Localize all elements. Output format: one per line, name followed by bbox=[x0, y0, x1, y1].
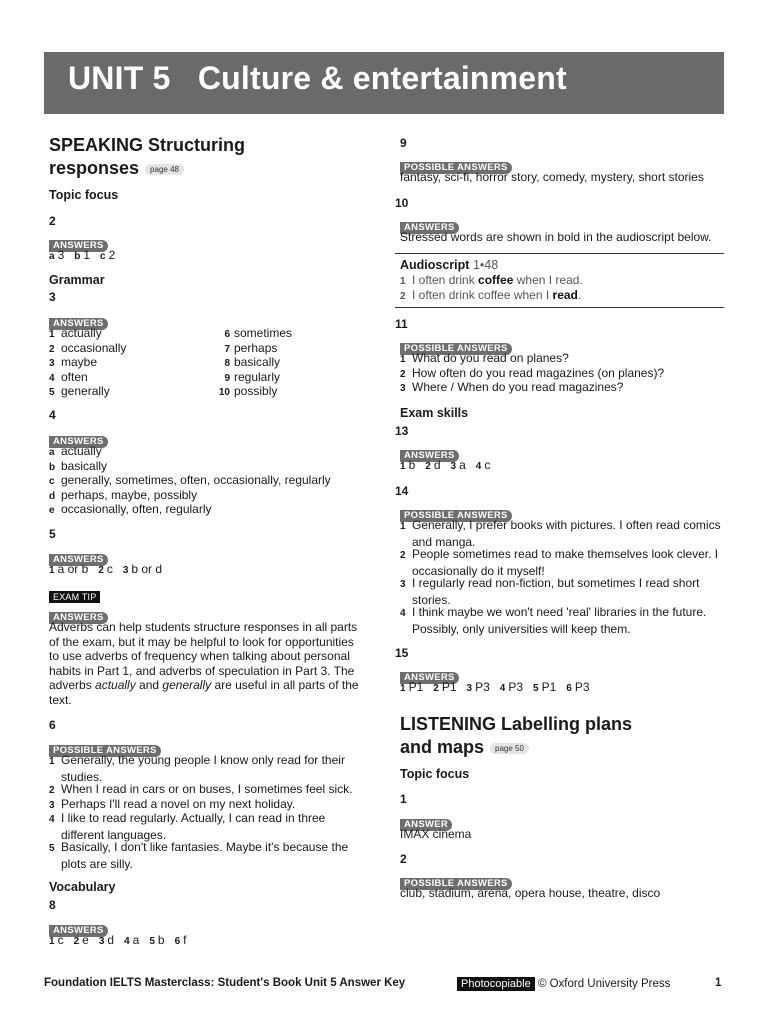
answer-row bbox=[400, 680, 600, 697]
page-number: 1 bbox=[715, 977, 722, 989]
answer-badge: ANSWER bbox=[400, 819, 452, 831]
list-item: 9 regularly bbox=[224, 369, 281, 384]
list-item: 5 generally bbox=[49, 384, 110, 398]
answers-badge: ANSWERS bbox=[49, 436, 108, 448]
answer-item: 4 P3 bbox=[499, 680, 523, 694]
list-item: 2 How often do you read magazines (on planes)? bbox=[400, 365, 665, 380]
question-number: 3 bbox=[49, 290, 56, 304]
question-number: 11 bbox=[395, 317, 408, 331]
question-number: 2 bbox=[400, 852, 407, 866]
answer-item: 3 d bbox=[98, 933, 115, 947]
list-item: 4 I think maybe we won't need 'real' libraries in the future. Possibly, only universities will keep them. bbox=[400, 605, 707, 636]
page-reference: page 48 bbox=[145, 164, 184, 175]
list-item: 3 maybe bbox=[49, 355, 98, 369]
list-item: 10 possibly bbox=[218, 384, 278, 398]
list-item: 2 occasionally bbox=[49, 340, 127, 355]
possible-answers-badge: POSSIBLE ANSWERS bbox=[49, 745, 161, 757]
answers-badge: ANSWERS bbox=[49, 612, 108, 624]
answer-item: 5 b bbox=[149, 933, 165, 947]
list-item: 4 I like to read regularly. Actually, I can read in three different languages. bbox=[49, 811, 326, 842]
answer-item: 5 P1 bbox=[533, 680, 557, 694]
answer-item: 1 P1 bbox=[400, 680, 424, 694]
list-item: 3 Where / When do you read magazines? bbox=[400, 380, 624, 394]
answer-item: 3 b or d bbox=[122, 562, 163, 576]
answer-item: 2 P1 bbox=[433, 680, 457, 694]
answers-badge: ANSWERS bbox=[49, 925, 108, 937]
answer-item: 2 d bbox=[425, 458, 441, 472]
answer-item: b 1 bbox=[74, 248, 91, 262]
answer-item: 1 c bbox=[49, 933, 64, 947]
answer-item: 6 f bbox=[174, 933, 187, 947]
question-number: 4 bbox=[49, 408, 56, 422]
list-item: 3 I regularly read non-fiction, but sometimes I read short stories. bbox=[400, 576, 700, 607]
answer-text: club, stadium, arena, opera house, theatre, disco bbox=[400, 886, 661, 900]
question-number: 5 bbox=[49, 527, 56, 541]
list-item: 1 What do you read on planes? bbox=[400, 351, 569, 365]
list-item: 6 sometimes bbox=[224, 326, 293, 340]
answer-text: IMAX cinema bbox=[400, 827, 472, 841]
topic-focus-heading: Topic focus bbox=[49, 188, 119, 202]
question-number: 6 bbox=[49, 718, 56, 732]
list-item: 7 perhaps bbox=[224, 340, 278, 355]
list-item: d perhaps, maybe, possibly bbox=[49, 487, 198, 502]
answer-text: fantasy, sci-fi, horror story, comedy, mystery, short stories bbox=[400, 170, 704, 184]
answer-item: 2 c bbox=[98, 562, 113, 576]
answers-badge: ANSWERS bbox=[49, 318, 108, 330]
grammar-heading: Grammar bbox=[49, 273, 105, 287]
answer-item: 2 e bbox=[73, 933, 89, 947]
audioscript-heading: Audioscript 1•48 bbox=[400, 258, 499, 272]
answers-badge: ANSWERS bbox=[49, 240, 108, 252]
list-item: 2 People sometimes read to make themselves look clever. I occasionally do it myself! bbox=[400, 547, 719, 578]
question-number: 10 bbox=[395, 196, 409, 210]
answers-badge: ANSWERS bbox=[400, 672, 459, 684]
photocopiable-badge: Photocopiable bbox=[457, 977, 535, 991]
answer-item: 3 a bbox=[450, 458, 466, 472]
possible-answers-badge: POSSIBLE ANSWERS bbox=[400, 343, 512, 355]
answer-item: c 2 bbox=[100, 248, 116, 262]
answers-badge: ANSWERS bbox=[49, 554, 108, 566]
divider bbox=[395, 307, 724, 308]
list-item: e occasionally, often, regularly bbox=[49, 502, 212, 516]
question-number: 2 bbox=[49, 214, 56, 228]
possible-answers-badge: POSSIBLE ANSWERS bbox=[400, 878, 512, 890]
answer-item: 6 P3 bbox=[566, 680, 590, 694]
vocabulary-heading: Vocabulary bbox=[49, 880, 116, 894]
topic-focus-heading: Topic focus bbox=[400, 767, 470, 781]
list-item: 1 actually bbox=[49, 326, 102, 340]
answers-badge: ANSWERS bbox=[400, 450, 459, 462]
list-item: 4 often bbox=[49, 369, 88, 384]
possible-answers-badge: POSSIBLE ANSWERS bbox=[400, 510, 512, 522]
list-item: 5 Basically, I don't like fantasies. Maybe it's because the plots are silly. bbox=[49, 840, 349, 871]
question-number: 14 bbox=[395, 484, 409, 498]
answer-item: 4 a bbox=[124, 933, 140, 947]
answer-item: 1 a or b bbox=[49, 562, 89, 576]
footer-rights: Photocopiable © Oxford University Press bbox=[457, 977, 670, 991]
list-item: 3 Perhaps I'll read a novel on my next holiday. bbox=[49, 796, 296, 811]
audioscript-line: 1 I often drink coffee when I read. bbox=[400, 273, 583, 287]
answer-row bbox=[49, 933, 196, 950]
list-item: 1 Generally, the young people I know only read for their studies. bbox=[49, 753, 345, 784]
list-item: 8 basically bbox=[224, 355, 281, 369]
list-item: c generally, sometimes, often, occasionally, regularly bbox=[49, 473, 331, 487]
list-item: a actually bbox=[49, 444, 102, 458]
unit-title: UNIT 5 Culture & entertainment bbox=[68, 60, 567, 96]
audioscript-line: 2 I often drink coffee when I read. bbox=[400, 288, 582, 302]
answer-row bbox=[49, 562, 172, 579]
divider bbox=[395, 253, 724, 254]
answer-item: 3 P3 bbox=[466, 680, 490, 694]
possible-answers-badge: POSSIBLE ANSWERS bbox=[400, 162, 512, 174]
unit-banner bbox=[44, 52, 724, 114]
exam-tip-text: Adverbs can help students structure responses in all parts of the exam, but it may be helpful to look for opportunities to use adverbs of frequency when talking about personal habits in Part 1, and adverbs of speculation in Part 3. The adverbs actually and generally are useful in all parts of the text. bbox=[49, 620, 359, 707]
answer-item: 1 b bbox=[400, 458, 416, 472]
answers-badge: ANSWERS bbox=[400, 222, 459, 234]
answer-text: Stressed words are shown in bold in the audioscript below. bbox=[400, 230, 712, 244]
question-number: 9 bbox=[400, 136, 407, 150]
answer-item: 4 c bbox=[475, 458, 491, 472]
exam-skills-heading: Exam skills bbox=[400, 406, 469, 420]
answer-item: a 3 bbox=[49, 248, 65, 262]
question-number: 8 bbox=[49, 898, 56, 912]
answer-row bbox=[49, 248, 125, 265]
question-number: 13 bbox=[395, 424, 409, 438]
speaking-heading: SPEAKING Structuring responses page 48 bbox=[49, 135, 246, 178]
question-number: 1 bbox=[400, 792, 407, 806]
list-item: 2 When I read in cars or on buses, I sometimes feel sick. bbox=[49, 782, 353, 796]
page-reference: page 50 bbox=[490, 743, 529, 754]
question-number: 15 bbox=[395, 646, 409, 660]
list-item: 1 Generally, I prefer books with pictures. I often read comics and manga. bbox=[400, 518, 721, 549]
footer-title: Foundation IELTS Masterclass: Student's Book Unit 5 Answer Key bbox=[44, 977, 406, 989]
listening-heading: LISTENING Labelling plans and maps page 50 bbox=[400, 714, 633, 757]
exam-tip-badge: EXAM TIP bbox=[49, 591, 100, 603]
answer-row bbox=[400, 458, 500, 475]
list-item: b basically bbox=[49, 458, 108, 473]
